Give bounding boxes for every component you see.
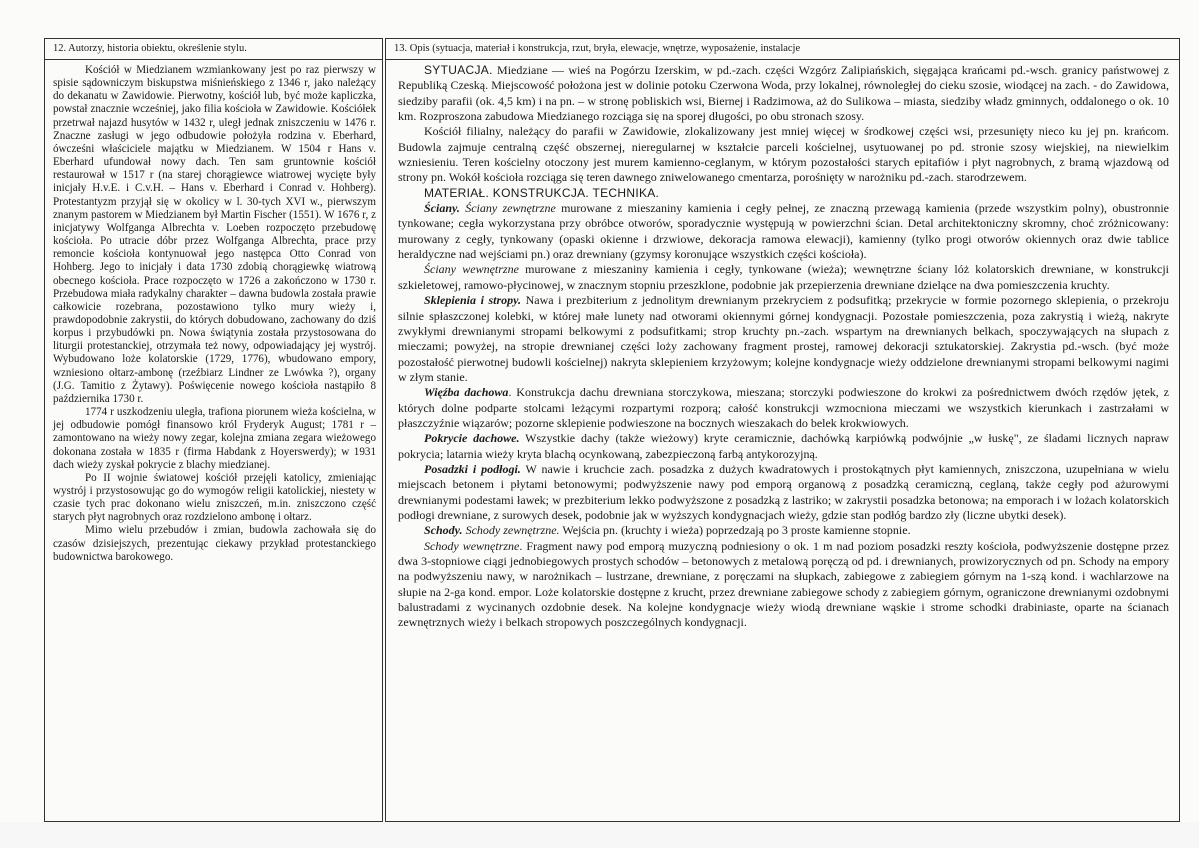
sciany-wew-text: murowane z mieszaniny kamienia i cegły, tynkowane (wieża); wewnętrzne ściany lóż kolatorskich drewniane, w konstrukcji szkieletowej, ramowo-płycinowej, w znacznym stopniu przeszklone, podobnie jak przepierzenia drewniane dzielące na dwa pomieszczenia kruchty. <box>398 262 1169 292</box>
sklepienia-paragraph <box>398 293 1169 385</box>
pokrycie-text: Wszystkie dachy (także wieżowy) kryte ceramicznie, dachówką karpiówką podwójnie „w łuskę", ze śladami licznych napraw pokrycia; latarnia wieży kryta blachą ocynkowaną, zabezpieczoną farbą antykorozyjną. <box>398 431 1169 461</box>
material-heading: MATERIAŁ. KONSTRUKCJA. TECHNIKA. <box>424 185 660 200</box>
wiezba-lead: Więźba dachowa <box>424 385 509 400</box>
posadzki-lead: Posadzki i podłogi. <box>424 461 521 476</box>
history-paragraph: Po II wojnie światowej kościół przejęli katolicy, zmieniając wystrój i przystosowując go do wymogów religii katolickiej, niestety w czasie tych prac dokonano wielu zniszczeń, m.in. zniszczono część starych płyt nagrobnych oraz rozdzielono ambonę i ołtarz. <box>53 471 376 524</box>
sciany-zew-paragraph <box>398 201 1169 262</box>
pokrycie-paragraph <box>398 431 1169 462</box>
description-body <box>386 60 1179 631</box>
sklepienia-text: Nawa i prezbiterium z jednolitym drewnianym przekryciem z podsufitką; przekrycie w formie pozornego sklepienia, o przekroju silnie spłaszczonej kolebki, w której małe lunety nad otworami okiennymi górnej kondygnacji. Pozostałe pomieszczenia, poza zakrystią i wieżą, nakryte zwykłymi drewnianymi stropami belkowymi z podsufitkami; strop kruchty pn.-zach. wspartym na drewnianych belkach, spoczywających na słupach z mieczami; powyżej, na stropie drewnianej części loży zachowany fragment prostej, ramowej dekoracji sztukatorskiej. Zakrystia pd.-wsch. (być może pozostałość pierwotnej budowli kościelnej) nakryta sklepieniem krzyżowym; kolejne kondygnacje wieży oddzielone drewnianymi stropami belkowymi nagimi w złym stanie. <box>398 293 1170 384</box>
sciany-wew-label: Ściany wewnętrzne <box>424 262 519 277</box>
history-paragraph: 1774 r uszkodzeniu uległa, trafiona piorunem wieża kościelna, w jej odbudowie pomógł finansowo król Fryderyk August; 1781 r – zamontowano na wieży nowy zegar, kolejna zmiana zegara wieżowego dokonana została w 1835 r (firma Habdank z Hoyerswerdy); w 1931 dach wieży zyskał pokrycie z blachy miedzianej. <box>53 406 376 471</box>
history-header: 12. Autorzy, historia obiektu, określenie stylu. <box>45 39 382 60</box>
schody-wew-paragraph <box>398 539 1169 631</box>
schody-wew-text: . Fragment nawy pod emporą muzyczną podniesiony o ok. 1 m nad poziom posadzki reszty kościoła, podwyższenie dostępne przez dwa 3-stopniowe ciągi jednobiegowych prostych schodów – betonowych z metalową poręczą od pd. i drewnianych, prowizorycznych od pn. Schody na empory na podwyższeniu nawy, w narożnikach – lustrzane, drewniane, z poręczami na słupkach, zabiegowe z zabiegiem górnym na 1-szą kond. i wachlarzowe na słupie na 2-ga kond. empor. Loże kolatorskie dostępne z krucht, przez drewniane zabiegowe schody z zabiegiem górnym, ograniczone drewnianymi ozdobnymi balustradami z wycinanych ozdobnie desek. Na kolejne kondygnacje wieży wiodą drewniane wąskie i strome schodki drabiniaste, oparte na ścianach zewnętrznych wieży i belkach stropowych poszczególnych kondygnacji. <box>398 538 1169 630</box>
sytuacja-text: Miedziane — wieś na Pogórzu Izerskim, w pd.-zach. części Wzgórz Zalipiańskich, sięgająca krańcami pd.-wsch. granicy państwowej z Republiką Czeską. Miejscowość położona jest w dolinie potoku Czerwona Woda, przy lokalnej, równoległej do cieku szosie, wiodącej na zach. - do Zawidowa, siedziby parafii (ok. 4,5 km) i na pn. – w stronę pobliskich wsi, Biernej i Radzimowa, aż do Sulikowa – miasta, siedziby władz gminnych, oddalonego o ok. 10 km. Rozproszona zabudowa Miedzianego rozciąga się na sporej długości, po obu stronach szosy. <box>398 63 1170 124</box>
sytuacja-heading: SYTUACJA. <box>424 63 493 77</box>
kosciol-paragraph: Kościół filialny, należący do parafii w Zawidowie, zlokalizowany jest mniej więcej w środkowej części wsi, przesunięty nieco ku jej pn. krańcom. Budowla zajmuje centralną część obszernej, nieregularnej w kształcie parceli kościelnej, usytuowanej po pd. stronie szosy wiejskiej, na niewielkim wzniesieniu. Teren kościelny otoczony jest murem kamienno-ceglanym, w którym pozostałości starych epitafiów i płyt nagrobnych, z bramą wjazdową od strony pn. Wokół kościoła rozciąga się teren dawnego zniwelowanego cmentarza, porośnięty w narożniku pd.-zach. starodrzewem. <box>398 124 1169 185</box>
description-column <box>385 38 1180 822</box>
posadzki-paragraph <box>398 462 1169 523</box>
sklepienia-lead: Sklepienia i stropy. <box>424 293 522 308</box>
bottom-margin <box>0 822 1199 848</box>
sciany-wew-paragraph <box>398 262 1169 293</box>
history-body <box>45 60 382 564</box>
history-paragraph: Kościół w Miedzianem wzmiankowany jest po raz pierwszy w spisie sądowniczym biskupstwa miśnieńskiego z 1346 r, jako należący do dekanatu w Zawidowie. Pierwotny, kościół lub, być może kapliczka, powstał znacznie wcześniej, jako filia kościoła w Zawidowie. Kościółek przetrwał najazd husytów w 1432 r, uległ jednak zniszczeniu w 1476 r. Znaczne zasługi w jego odbudowie położyła rodzina v. Eberhard, ówcześni właściciele majątku w Miedzianem. W 1504 r Hans v. Eberhard ufundował nowy dach. Ten sam gruntownie kościół restaurował w 1517 r (na starej chorągiewce wiatrowej wycięte były inicjały H.v.E. i C.v.H. – Hans v. Eberhard i Conrad v. Hohberg). Protestantyzm przyjął się w okolicy w l. 30-tych XVI w., pierwszym znanym pastorem w Miedzianem był Martin Fischer (1551). W 1676 r, z inicjatywy Wolfganga Albrechta v. Loeben rozpoczęto przebudowę kościoła. Po utracie dóbr przez Wolfganga Albrechta, prace przy remoncie kościoła kontynuował jego następca Otto Conrad von Hohberg. Jego to inicjały i data 1730 zdobią chorągiewkę wiatrową obecnego kościoła. Prace rozpoczęto w 1726 a zakończono w 1730 r. Przebudowa miała radykalny charakter – dawna budowla została prawie całkowicie rozebrana, pozostawiono tylko mury wieży i, prawdopodobnie zakrystii, do których dobudowano, zachowany do dziś korpus i przybudówki pn. Nowa świątynia została przystosowana do liturgii protestanckiej, otrzymała też nowy, odpowiadający jej wystrój. Wybudowano loże kolatorskie (1729, 1776), wbudowano empory, wzniesiono ołtarz-ambonę (rzeźbiarz Lindner ze Lwówka ?), organy (J.G. Tamitio z Żytawy). Poświęcenie nowego kościoła nastąpiło 8 października 1730 r. <box>53 64 376 405</box>
sciany-lead: Ściany. <box>424 201 460 216</box>
schody-zew-paragraph <box>398 523 1169 538</box>
schody-lead: Schody. <box>424 523 463 538</box>
sciany-zew-text: murowane z mieszaniny kamienia i cegły pełnej, ze znaczną przewagą kamienia (przede wszystkim polny), obustronnie tynkowane; cegła wykorzystana przy obróbce otworów, sporadycznie występują w powierzchni ścian. Detal architektoniczny skromny, choć zróżnicowany: murowany z cegły, tynkowany (opaski okienne i drzwiowe, dekoracja ramowa elewacji), kamienny (tylko progi otworów okiennych oraz dwie tablice heraldyczne nad wejściami pn.) oraz drewniany (gzymsy koronujące wszystkich części kościoła). <box>398 201 1169 262</box>
schody-zew-label: Schody zewnętrzne. <box>465 523 560 538</box>
material-heading-line <box>398 186 1169 201</box>
sytuacja-paragraph <box>398 63 1169 124</box>
description-header: 13. Opis (sytuacja, materiał i konstrukcja, rzut, bryła, elewacje, wnętrze, wyposażenie, instalacje <box>386 39 1179 60</box>
schody-zew-text: Wejścia pn. (kruchty i wieża) poprzedzają po 3 proste kamienne stopnie. <box>559 523 911 538</box>
pokrycie-lead: Pokrycie dachowe. <box>424 431 520 446</box>
schody-wew-label: Schody wewnętrzne <box>424 538 520 553</box>
wiezba-paragraph <box>398 385 1169 431</box>
sciany-zew-label: Ściany zewnętrzne <box>465 201 556 216</box>
wiezba-text: . Konstrukcja dachu drewniana storczykowa, mieszana; storczyki podwieszone do krokwi za pośrednictwem dwóch rzędów jętek, z których dolne podparte stolcami leżącymi rozpartymi rozporą; całość konstrukcji wzmocniona mieczami we wszystkich kierunkach i zastrzałami w płaszczyźnie wiązarów; pozorne sklepienie podwieszone na bocznych wieszakach do belek krokwiowych. <box>398 385 1169 430</box>
history-paragraph: Mimo wielu przebudów i zmian, budowla zachowała się do czasów dzisiejszych, prezentując ciekawy przykład protestanckiego budownictwa barokowego. <box>53 524 376 563</box>
history-column <box>44 38 383 822</box>
posadzki-text: W nawie i kruchcie zach. posadzka z dużych kwadratowych i prostokątnych płyt kamiennych, zniszczona, uzupełniana w wielu miejscach betonem i płytami betonowymi; podwyższenie nawy pod emporą organową z posadzką ceramiczną, ceglaną, także cegły pod ażurowymi drewnianymi podestami ławek; w prezbiterium lekko podwyższone z posadzką z lastriko; w zakrystii posadzka betonowa; na emporach i w lożach kolatorskich podłogi drewniane, z surowych desek, podobnie jak w wyższych kondygnacjach wieży, gdzie stan podłóg bardzo zły (liczne ubytki desek). <box>398 461 1169 522</box>
